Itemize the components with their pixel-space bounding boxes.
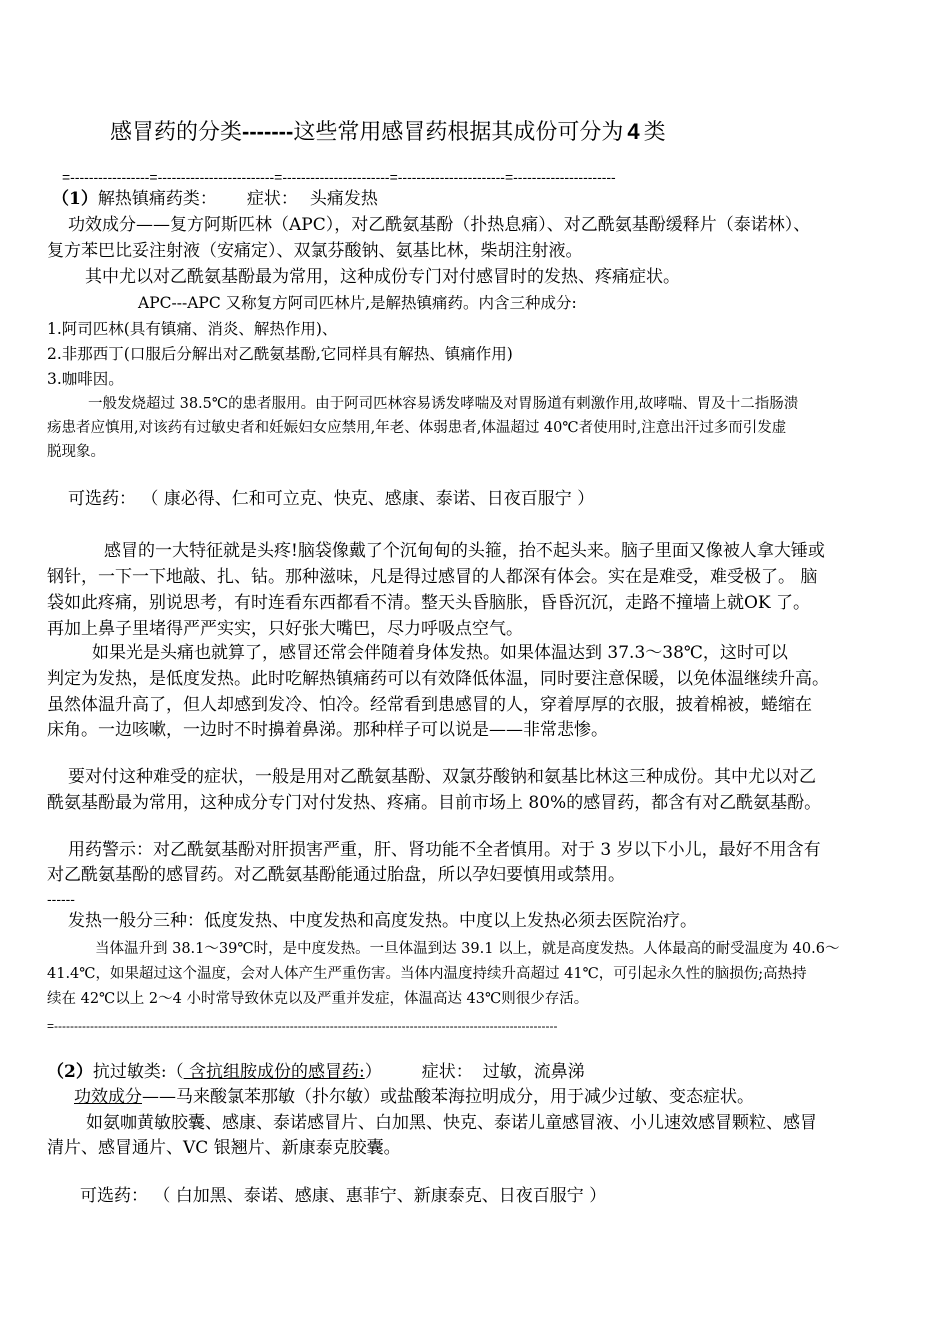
section2-heading bbox=[47, 1061, 585, 1083]
para6-line2: 41.4℃，如果超过这个温度，会对人体产生严重伤害。当体内温度持续升高超过 41℃，可引起永久性的脑损伤;高热持 bbox=[47, 966, 807, 982]
para2-line4: 床角。一边咳嗽，一边时不时擤着鼻涕。那种样子可以说是——非常悲惨。 bbox=[47, 720, 608, 740]
section2-symptom-label: 症状： bbox=[421, 1062, 473, 1082]
section1-title: 解热镇痛药类： bbox=[97, 189, 217, 209]
section2-optional-drugs: 可选药： （ 白加黑、泰诺、感康、惠菲宁、新康泰克、日夜百服宁 ） bbox=[80, 1186, 607, 1206]
para3-line1: 要对付这种难受的症状，一般是用对乙酰氨基酚、双氯芬酸钠和氨基比林这三种成份。其中尤以对乙 bbox=[68, 767, 816, 787]
para1-line4: 再加上鼻子里堵得严严实实，只好张大嘴巴，尽力呼吸点空气。 bbox=[47, 619, 523, 639]
short-separator: ------ bbox=[47, 891, 75, 907]
para4-line2: 对乙酰氨基酚的感冒药。对乙酰氨基酚能通过胎盘，所以孕妇要慎用或禁用。 bbox=[47, 865, 625, 885]
separator-mid: =------------------------------------------------------------------------------------------------------------------------------ bbox=[47, 1019, 558, 1033]
title-part1: 感冒药的分类 bbox=[110, 120, 243, 145]
section1-heading bbox=[52, 188, 378, 210]
apc-intro: APC---APC 又称复方阿司匹林片,是解热镇痛药。内含三种成分: bbox=[138, 294, 577, 312]
separator-top: =-----------------=-------------------------=-----------------------=-----------------------=---------------------- bbox=[62, 169, 616, 185]
section1-optional-drugs: 可选药： （ 康必得、仁和可立克、快克、感康、泰诺、日夜百服宁 ） bbox=[68, 489, 595, 509]
apc-item-2: 2.非那西丁(口服后分解出对乙酰氨基酚,它同样具有解热、镇痛作用) bbox=[47, 345, 513, 363]
section2-ingredients-text: ——马来酸氯苯那敏（扑尔敏）或盐酸苯海拉明成分，用于减少过敏、变态症状。 bbox=[142, 1087, 754, 1107]
usage-line3: 脱现象。 bbox=[47, 444, 105, 460]
apc-item-3: 3.咖啡因。 bbox=[47, 370, 124, 388]
para3-line2: 酰氨基酚最为常用，这种成分专门对付发热、疼痛。目前市场上 80%的感冒药，都含有对乙酰氨基酚。 bbox=[47, 793, 822, 813]
section2-title-underlined: 含抗组胺成份的感冒药: bbox=[183, 1062, 365, 1082]
section1-symptom-label: 症状： bbox=[246, 189, 298, 209]
para4-line1: 用药警示：对乙酰氨基酚对肝损害严重，肝、肾功能不全者慎用。对于 3 岁以下小儿，最好不用含有 bbox=[68, 840, 821, 860]
section2-title-close: ） bbox=[364, 1062, 382, 1082]
para5: 发热一般分三种：低度发热、中度发热和高度发热。中度以上发热必须去医院治疗。 bbox=[68, 911, 697, 931]
title-number: 4 bbox=[627, 119, 640, 144]
section1-common-note: 其中尤以对乙酰氨基酚最为常用，这种成份专门对付感冒时的发热、疼痛症状。 bbox=[85, 267, 680, 287]
title-part2: 这些常用感冒药根据其成份可分为 bbox=[293, 120, 624, 145]
section1-ingredients-line1: 功效成分——复方阿斯匹林（APC），对乙酰氨基酚（扑热息痛）、对乙酰氨基酚缓释片（泰诺林）、 bbox=[68, 215, 811, 235]
section2-ingredients bbox=[74, 1086, 754, 1108]
para6-line1: 当体温升到 38.1～39℃时，是中度发热。一旦体温到达 39.1 以上，就是高度发热。人体最高的耐受温度为 40.6～ bbox=[95, 941, 840, 957]
section2-symptom: 过敏，流鼻涕 bbox=[482, 1062, 585, 1082]
para6-line3: 续在 42℃以上 2～4 小时常导致休克以及严重并发症，体温高达 43℃则很少存活。 bbox=[47, 991, 589, 1007]
section2-ingredients-label: 功效成分 bbox=[74, 1087, 142, 1107]
title-dashes: ------- bbox=[242, 119, 294, 144]
section1-number: （1） bbox=[52, 189, 98, 209]
section1-symptom: 头痛发热 bbox=[309, 189, 378, 209]
para1-line1: 感冒的一大特征就是头疼!脑袋像戴了个沉甸甸的头箍，抬不起头来。脑子里面又像被人拿大锤或 bbox=[104, 541, 825, 561]
para1-line3: 袋如此疼痛，别说思考，有时连看东西都看不清。整天头昏脑胀，昏昏沉沉，走路不撞墙上就OK 了。 bbox=[47, 593, 811, 613]
usage-line2: 疡患者应慎用,对该药有过敏史者和妊娠妇女应禁用,年老、体弱患者,体温超过 40℃者使用时,注意出汗过多而引发虚 bbox=[47, 420, 787, 436]
section2-number: （2） bbox=[47, 1062, 93, 1082]
apc-item-1: 1.阿司匹林(具有镇痛、消炎、解热作用)、 bbox=[47, 320, 338, 338]
section2-title: 抗过敏类:（ bbox=[92, 1062, 184, 1082]
para1-line2: 钢针，一下一下地敲、扎、钻。那种滋味，凡是得过感冒的人都深有体会。实在是难受，难受极了。 脑 bbox=[47, 567, 818, 587]
section1-ingredients-line2: 复方苯巴比妥注射液（安痛定）、双氯芬酸钠、氨基比林，柴胡注射液。 bbox=[47, 241, 583, 261]
section2-examples-line2: 清片、感冒通片、VC 银翘片、新康泰克胶囊。 bbox=[47, 1138, 401, 1158]
section2-examples-line1: 如氨咖黄敏胶囊、感康、泰诺感冒片、白加黑、快克、泰诺儿童感冒液、小儿速效感冒颗粒、感冒 bbox=[86, 1113, 817, 1133]
title-part3: 类 bbox=[643, 120, 666, 145]
page-title bbox=[110, 117, 666, 148]
para2-line2: 判定为发热，是低度发热。此时吃解热镇痛药可以有效降低体温，同时要注意保暖，以免体温继续升高。 bbox=[47, 669, 829, 689]
para2-line1: 如果光是头痛也就算了，感冒还常会伴随着身体发热。如果体温达到 37.3～38℃，这时可以 bbox=[92, 643, 788, 663]
para2-line3: 虽然体温升高了，但人却感到发冷、怕冷。经常看到患感冒的人，穿着厚厚的衣服，披着棉被，蜷缩在 bbox=[47, 695, 812, 715]
usage-line1: 一般发烧超过 38.5℃的患者服用。由于阿司匹林容易诱发哮喘及对胃肠道有刺激作用,故哮喘、胃及十二指肠溃 bbox=[88, 396, 799, 412]
